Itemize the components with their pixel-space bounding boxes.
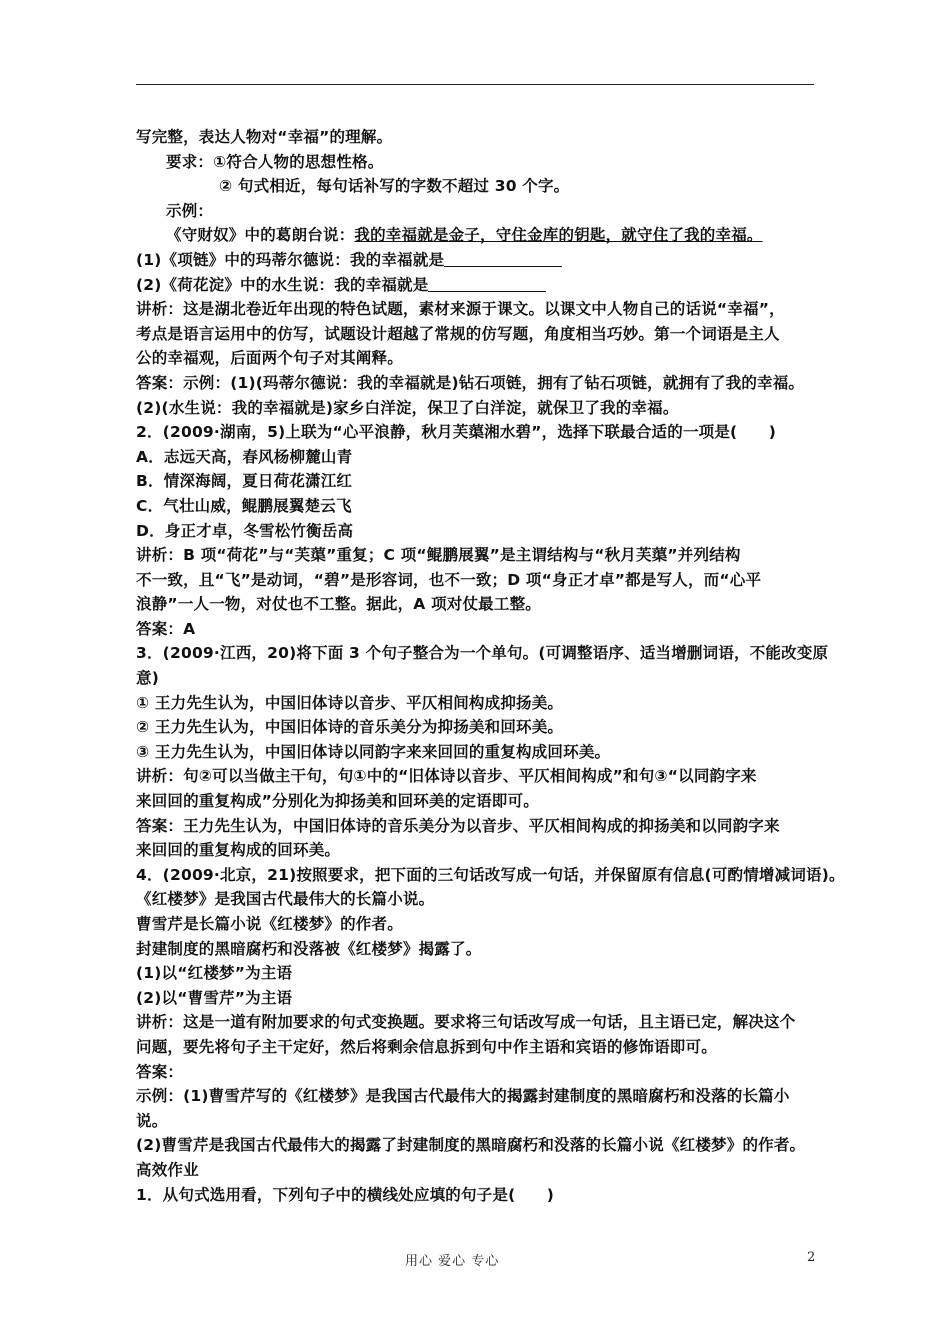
text-line: ① 王力先生认为，中国旧体诗以音步、平仄相间构成抑扬美。 [136,693,564,712]
text-line: ② 王力先生认为，中国旧体诗的音乐美分为抑扬美和回环美。 [136,718,564,737]
section-heading: 高效作业 [136,1160,199,1179]
text-line: 答案：A [136,619,196,638]
text-line: 要求：①符合人物的思想性格。 [166,152,384,171]
option-line: A．志远天高，春风杨柳麓山青 [136,447,353,466]
text-line: 意) [136,669,159,688]
question-heading: 4．(2009·北京，21)按照要求，把下面的三句话改写成一句话，并保留原有信息(可酌情增减词语)。 [136,865,845,884]
example-lead: 《守财奴》中的葛朗台说： [166,226,355,245]
text-line: 《红楼梦》是我国古代最伟大的长篇小说。 [136,890,435,909]
text-line: ③ 王力先生认为，中国旧体诗以同韵字来来回回的重复构成回环美。 [136,742,611,761]
text-line: 答案：王力先生认为，中国旧体诗的音乐美分为以音步、平仄相间构成的抑扬美和以同韵字来 [136,816,780,835]
text-line: (2)以“曹雪芹”为主语 [136,988,293,1007]
text-line: 来回回的重复构成”分别化为抑扬美和回环美的定语即可。 [136,792,539,811]
text-line: 曹雪芹是长篇小说《红楼梦》的作者。 [136,915,403,933]
fill-prompt: (2)《荷花淀》中的水生说：我的幸福就是 [136,275,429,294]
text-line: 答案：示例：(1)(玛蒂尔德说：我的幸福就是)钻石项链，拥有了钻石项链，就拥有了我的幸福。 [136,373,805,392]
text-line: 答案： [136,1062,184,1081]
question-heading: 1．从句式选用看，下列句子中的横线处应填的句子是( ) [136,1185,555,1204]
fill-line [136,248,826,273]
text-line: 讲析：这是湖北卷近年出现的特色试题，素材来源于课文。以课文中人物自己的话说“幸福”， [136,300,785,319]
fill-line [136,273,826,298]
text-line: 示例： [166,201,214,220]
page-number: 2 [807,1250,816,1265]
header-rule [136,84,814,85]
text-line: 讲析：这是一道有附加要求的句式变换题。要求将三句话改写成一句话，且主语已定，解决这个 [136,1013,796,1032]
question-heading: 3．(2009·江西，20)将下面 3 个句子整合为一个单句。(可调整语序、适当增删词语，不能改变原 [136,644,829,663]
option-line: D．身正才卓，冬雪松竹衡岳高 [136,521,354,540]
text-line: 示例：(1)曹雪芹写的《红楼梦》是我国古代最伟大的揭露封建制度的黑暗腐朽和没落的长篇小 [136,1087,790,1106]
text-line: 来回回的重复构成的回环美。 [136,841,341,860]
text-line: (2)曹雪芹是我国古代最伟大的揭露了封建制度的黑暗腐朽和没落的长篇小说《红楼梦》的作者。 [136,1136,806,1155]
text-line: 考点是语言运用中的仿写，试题设计超越了常规的仿写题，角度相当巧妙。第一个词语是主人 [136,324,780,343]
text-line: 公的幸福观，后面两个句子对其阐释。 [136,349,403,368]
footer-motto: 用心 爱心 专心 [405,1254,500,1269]
text-line: 问题，要先将句子主干定好，然后将剩余信息拆到句中作主语和宾语的修饰语即可。 [136,1037,717,1056]
text-line: 浪静”一人一物，对仗也不工整。据此，A 项对仗最工整。 [136,595,541,614]
text-line: (2)(水生说：我的幸福就是)家乡白洋淀，保卫了白洋淀，就保卫了我的幸福。 [136,398,679,417]
document-body [136,125,845,1207]
question-heading: 2．(2009·湖南，5)上联为“心平浪静，秋月芙蕖湘水碧”，选择下联最合适的一项是( ) [136,423,777,442]
text-line: 封建制度的黑暗腐朽和没落被《红楼梦》揭露了。 [136,939,482,958]
option-line: C．气壮山威，鲲鹏展翼楚云飞 [136,496,352,515]
text-line: 不一致，且“飞”是动词，“碧”是形容词，也不一致；D 项“身正才卓”都是写人，而“心平 [136,570,762,589]
text-line: ② 句式相近，每句话补写的字数不超过 30 个字。 [219,177,570,196]
text-line: 说。 [136,1111,168,1130]
fill-prompt: (1)《项链》中的玛蒂尔德说：我的幸福就是 [136,250,445,269]
text-line: 讲析：句②可以当做主干句，句①中的“旧体诗以音步、平仄相间构成”和句③“以同韵字来 [136,767,757,786]
text-line: 讲析：B 项“荷花”与“芙蕖”重复；C 项“鲲鹏展翼”是主谓结构与“秋月芙蕖”并列结构 [136,546,741,565]
example-underlined: 我的幸福就是金子，守住金库的钥匙，就守住了我的幸福。 [354,226,763,245]
answer-blank [428,275,546,292]
example-line [136,223,826,248]
text-line: 写完整，表达人物对“幸福”的理解。 [136,128,393,146]
option-line: B．情深海阔，夏日荷花潇江红 [136,472,353,491]
answer-blank [444,250,562,267]
text-line: (1)以“红楼梦”为主语 [136,964,293,983]
